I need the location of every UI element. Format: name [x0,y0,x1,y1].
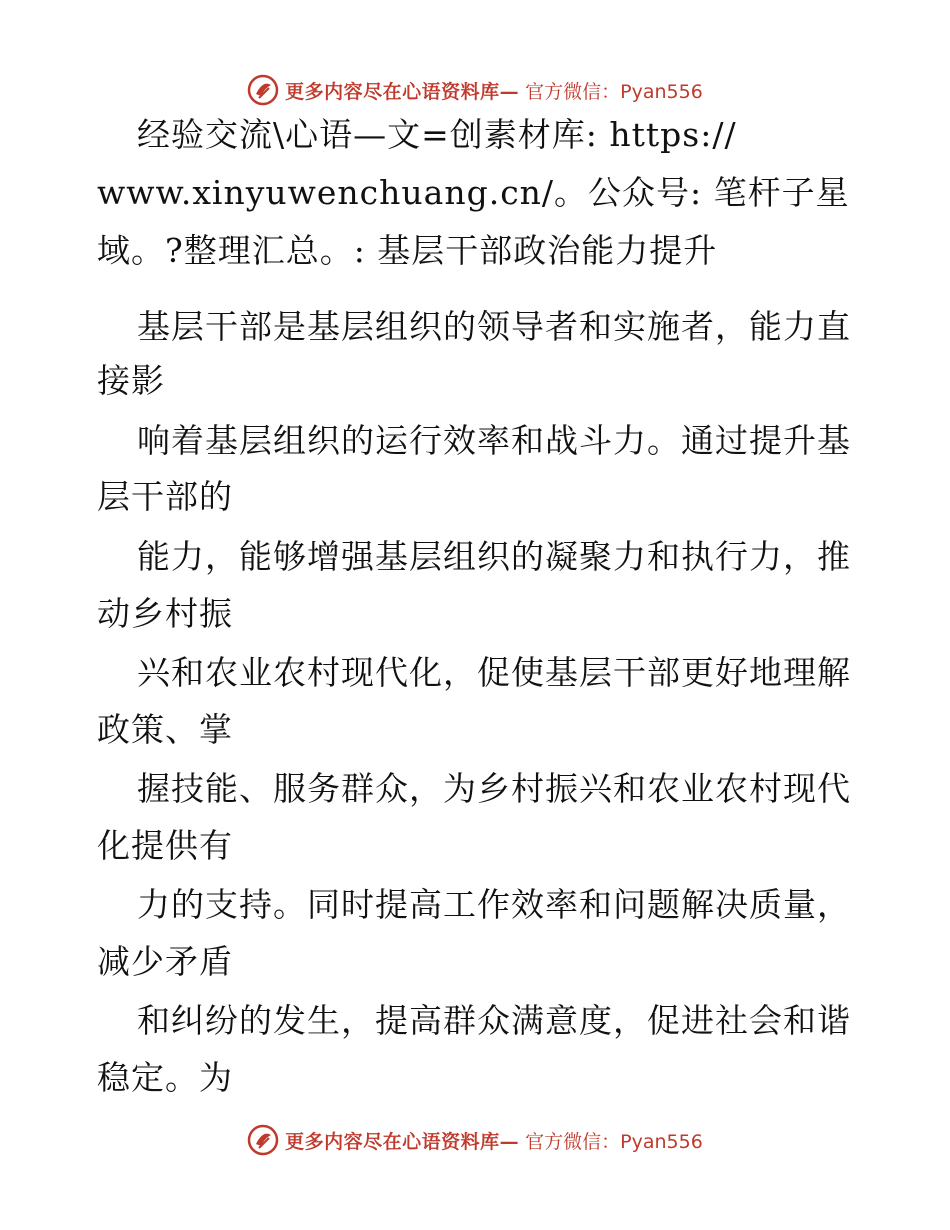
text-line: www.xinyuwenchuang.cn/。公众号: 笔杆子星 [97,173,850,212]
text-line: 和纠纷的发生，提高群众满意度，促进社会和谐 [137,1001,851,1040]
text-line: 力的支持。同时提高工作效率和问题解决质量， [137,885,851,924]
text-line: 政策、掌 [97,710,233,749]
text-line: 能力，能够增强基层组织的凝聚力和执行力，推 [137,537,851,576]
text-line: 层干部的 [97,477,233,516]
text-line: 握技能、服务群众，为乡村振兴和农业农村现代 [137,769,851,808]
text-line: 减少矛盾 [97,942,233,981]
text-line: 基层干部是基层组织的领导者和实施者，能力直 [137,307,851,346]
banner-text: 更多内容尽在心语资料库— [285,80,520,103]
footer-banner [0,1120,950,1160]
banner-wechat: 官方微信：Pyan556 [525,1130,703,1153]
text-line: 域。?整理汇总。: 基层干部政治能力提升 [97,231,718,270]
text-line: 响着基层组织的运行效率和战斗力。通过提升基 [137,421,851,460]
brand-logo-icon [247,74,279,106]
banner-text: 更多内容尽在心语资料库— [285,1130,520,1153]
brand-logo-icon [247,1124,279,1156]
text-line: 兴和农业农村现代化，促使基层干部更好地理解 [137,653,851,692]
text-line: 动乡村振 [97,594,233,633]
text-line: 经验交流\心语—文=创素材库: https:// [137,115,737,154]
text-line: 接影 [97,361,165,400]
text-line: 稳定。为 [97,1058,233,1097]
header-banner [0,70,950,110]
text-line: 化提供有 [97,826,233,865]
banner-wechat: 官方微信：Pyan556 [525,80,703,103]
